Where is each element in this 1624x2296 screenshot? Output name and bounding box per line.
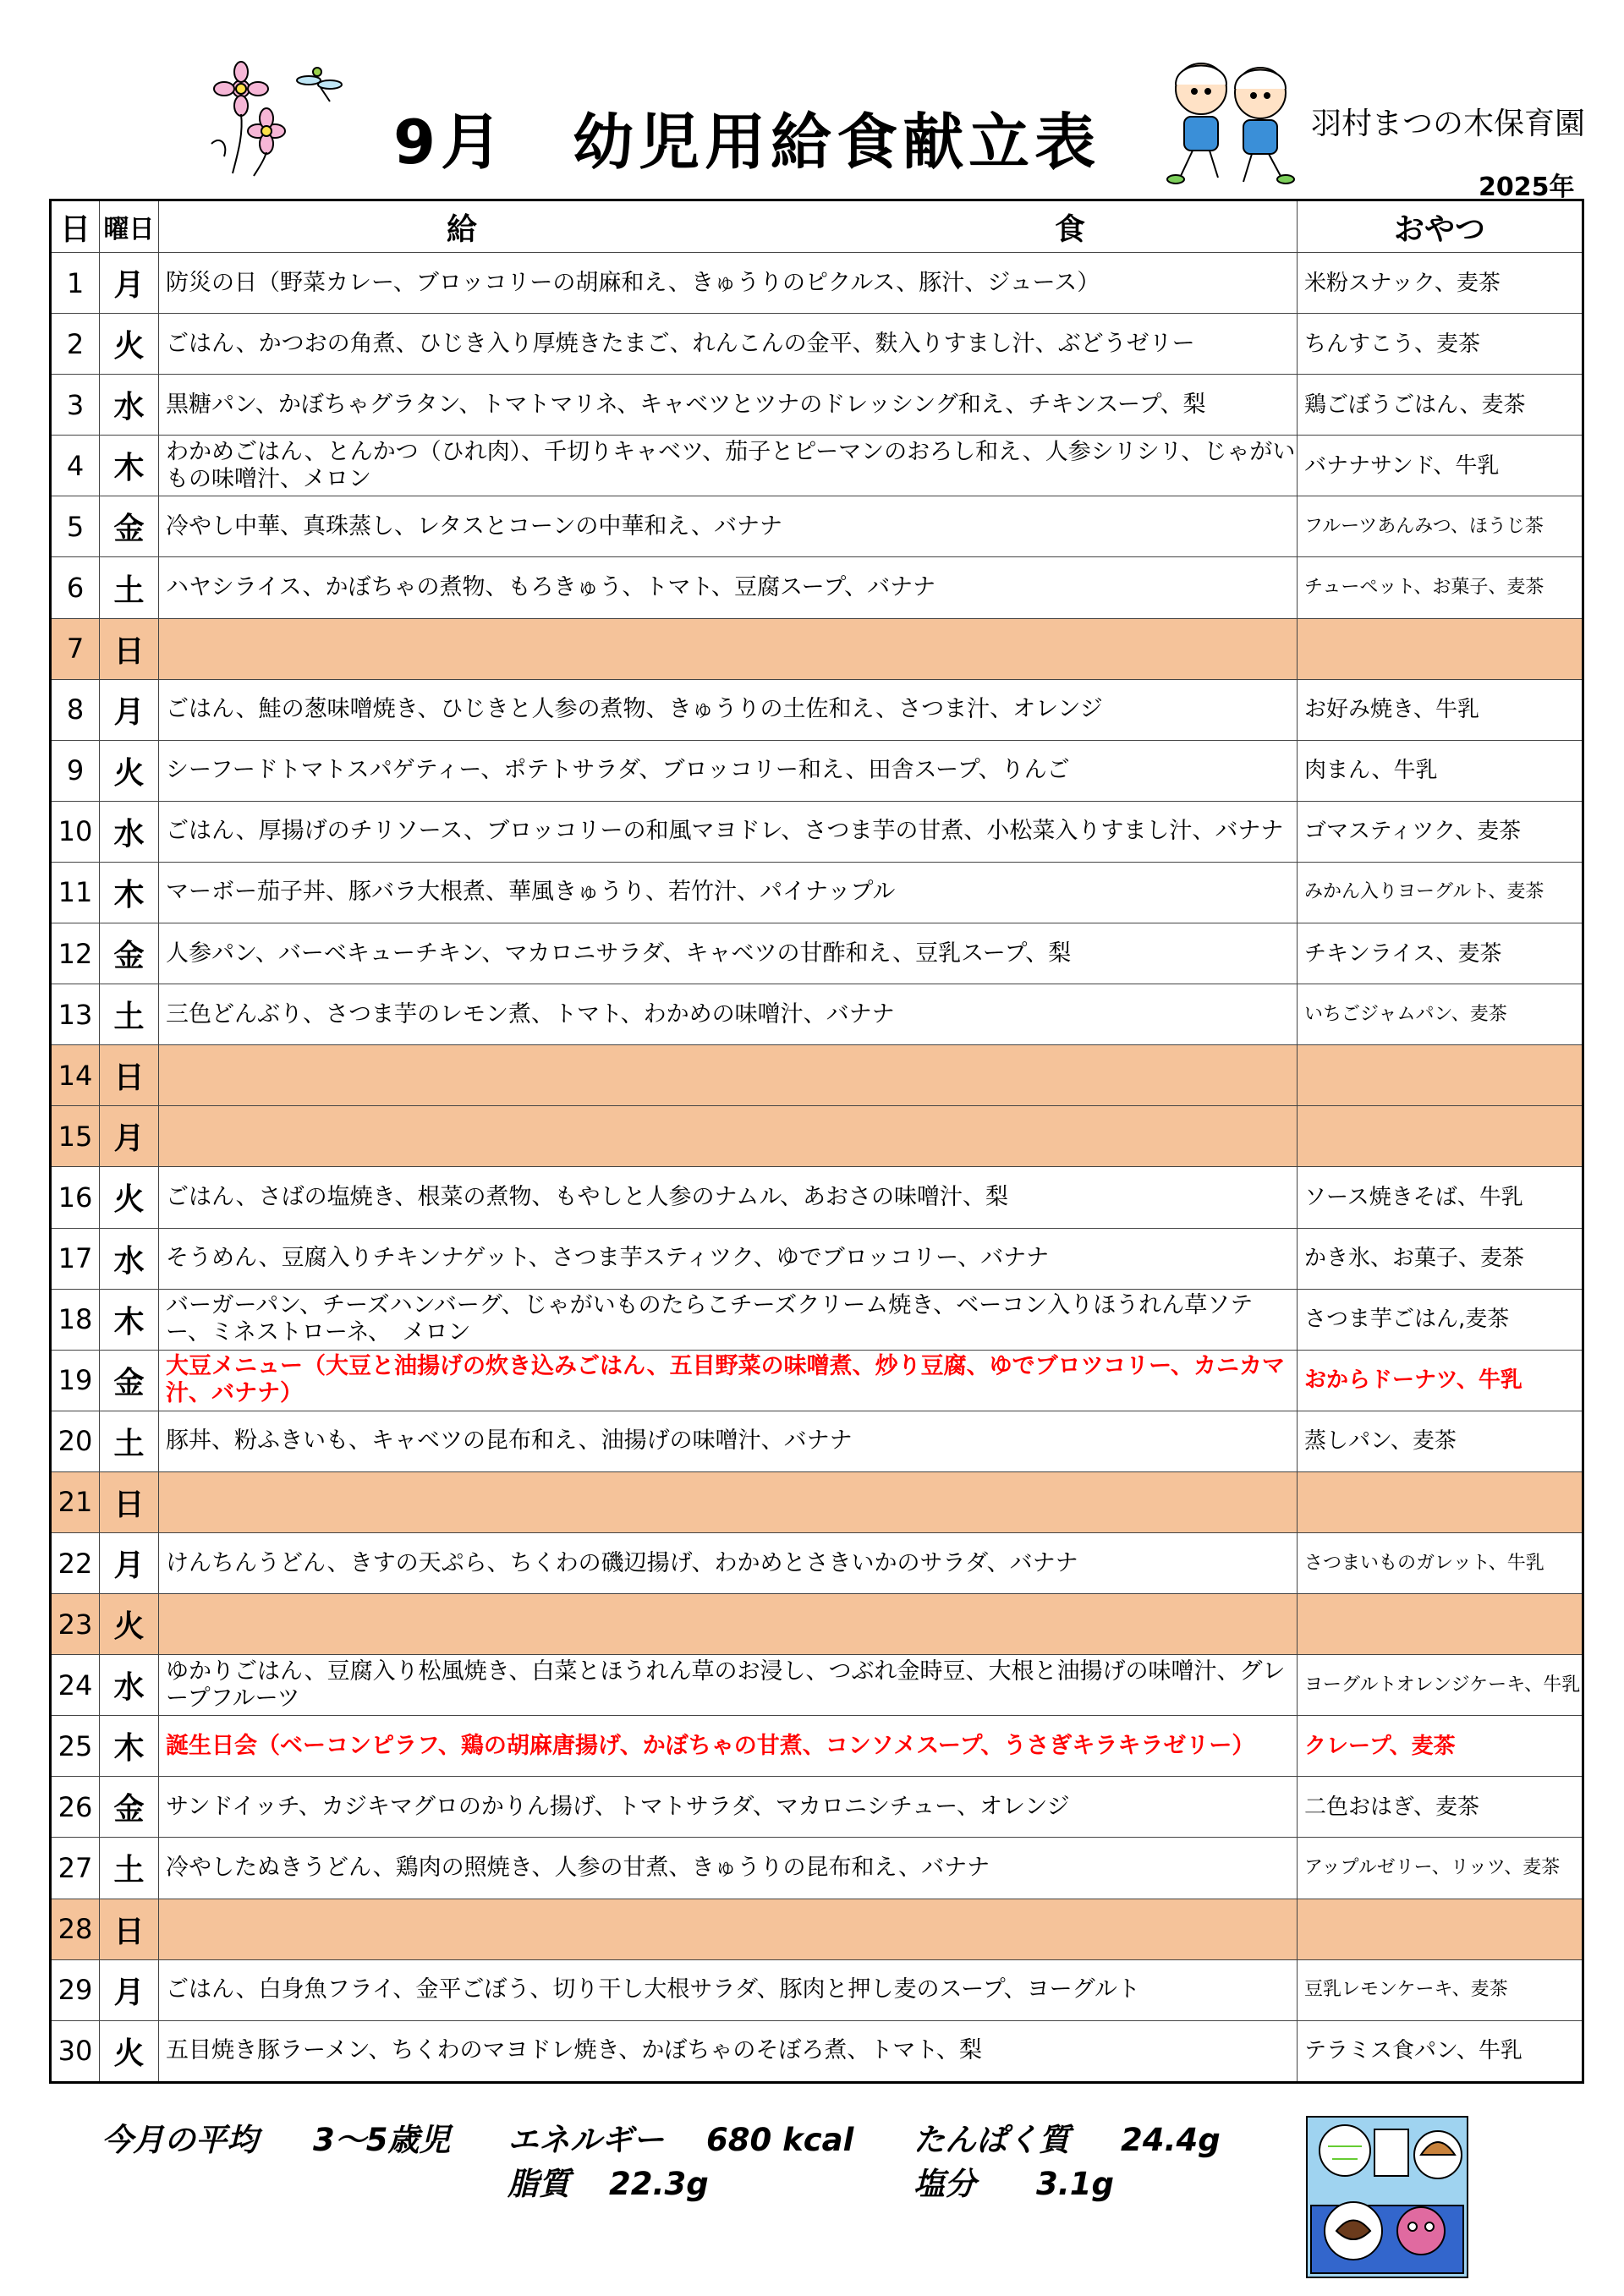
menu-row — [51, 1777, 1583, 1838]
snack-cell: いちごジャムパン、麦茶 — [1298, 984, 1583, 1045]
snack-cell — [1298, 1471, 1583, 1532]
meal-cell: 三色どんぶり、さつま芋のレモン煮、トマト、わかめの味噌汁、バナナ — [159, 984, 1298, 1045]
day-cell: 28 — [51, 1899, 100, 1959]
meal-cell: 誕生日会（ベーコンピラフ、鶏の胡麻唐揚げ、かぼちゃの甘煮、コンソメスープ、うさぎキラキラゼリー） — [159, 1716, 1298, 1777]
weekday-cell: 木 — [100, 1716, 159, 1777]
day-cell: 15 — [51, 1106, 100, 1167]
weekday-cell: 金 — [100, 923, 159, 984]
weekday-cell: 木 — [100, 436, 159, 496]
meal-cell: ごはん、さばの塩焼き、根菜の煮物、もやしと人参のナムル、あおさの味噌汁、梨 — [159, 1167, 1298, 1228]
snack-cell: 鶏ごぼうごはん、麦茶 — [1298, 375, 1583, 436]
menu-row — [51, 984, 1583, 1045]
menu-row — [51, 1532, 1583, 1593]
day-cell: 5 — [51, 496, 100, 557]
menu-row — [51, 436, 1583, 496]
weekday-cell: 火 — [100, 1167, 159, 1228]
weekday-cell: 水 — [100, 1655, 159, 1716]
salt-label: 塩分 — [914, 2166, 976, 2202]
snack-cell: 蒸しパン、麦茶 — [1298, 1411, 1583, 1471]
menu-row — [51, 1167, 1583, 1228]
menu-row — [51, 314, 1583, 375]
day-cell: 3 — [51, 375, 100, 436]
weekday-cell: 月 — [100, 679, 159, 740]
weekday-cell: 土 — [100, 984, 159, 1045]
flower-dragonfly-illustration — [195, 51, 347, 178]
meal-cell: 豚丼、粉ふきいも、キャベツの昆布和え、油揚げの味噌汁、バナナ — [159, 1411, 1298, 1471]
snack-cell: フルーツあんみつ、ほうじ茶 — [1298, 496, 1583, 557]
day-cell: 12 — [51, 923, 100, 984]
weekday-cell: 火 — [100, 314, 159, 375]
day-cell: 11 — [51, 862, 100, 923]
weekday-cell: 日 — [100, 1899, 159, 1959]
day-cell: 26 — [51, 1777, 100, 1838]
meal-cell — [159, 1899, 1298, 1959]
day-cell: 21 — [51, 1471, 100, 1532]
meal-cell: 冷やしたぬきうどん、鶏肉の照焼き、人参の甘煮、きゅうりの昆布和え、バナナ — [159, 1838, 1298, 1899]
menu-row — [51, 1838, 1583, 1899]
weekday-cell: 水 — [100, 801, 159, 862]
snack-cell: ゴマスティツク、麦茶 — [1298, 801, 1583, 862]
day-cell: 6 — [51, 557, 100, 618]
day-cell: 30 — [51, 2020, 100, 2082]
meal-cell: 防災の日（野菜カレー、ブロッコリーの胡麻和え、きゅうりのピクルス、豚汁、ジュース） — [159, 253, 1298, 314]
snack-cell — [1298, 1899, 1583, 1959]
day-cell: 2 — [51, 314, 100, 375]
snack-cell: お好み焼き、牛乳 — [1298, 679, 1583, 740]
day-cell: 7 — [51, 618, 100, 679]
weekday-cell: 月 — [100, 1106, 159, 1167]
meal-cell: バーガーパン、チーズハンバーグ、じゃがいものたらこチーズクリーム焼き、ベーコン入りほうれん草ソテー、ミネストローネ、 メロン — [159, 1289, 1298, 1350]
menu-row — [51, 375, 1583, 436]
day-cell: 27 — [51, 1838, 100, 1899]
snack-cell: チューペット、お菓子、麦茶 — [1298, 557, 1583, 618]
fat-label: 脂質 — [508, 2166, 570, 2202]
meal-cell: ごはん、白身魚フライ、金平ごぼう、切り干し大根サラダ、豚肉と押し麦のスープ、ヨーグルト — [159, 1959, 1298, 2020]
meal-cell — [159, 1106, 1298, 1167]
meal-cell — [159, 618, 1298, 679]
meal-cell: 五目焼き豚ラーメン、ちくわのマヨドレ焼き、かぼちゃのそぼろ煮、トマト、梨 — [159, 2020, 1298, 2082]
weekday-cell: 月 — [100, 1959, 159, 2020]
day-cell: 22 — [51, 1532, 100, 1593]
snack-cell: さつまいものガレット、牛乳 — [1298, 1532, 1583, 1593]
year-label: 2025年 — [1479, 173, 1575, 202]
day-cell: 16 — [51, 1167, 100, 1228]
protein-value: 24.4g — [1121, 2122, 1221, 2158]
meal-cell — [159, 1471, 1298, 1532]
day-cell: 9 — [51, 740, 100, 801]
snack-cell: チキンライス、麦茶 — [1298, 923, 1583, 984]
snack-cell: 米粉スナック、麦茶 — [1298, 253, 1583, 314]
page-title: 9月 幼児用給食献立表 — [393, 107, 1101, 178]
meal-cell: ごはん、かつおの角煮、ひじき入り厚焼きたまご、れんこんの金平、麩入りすまし汁、ぶどうゼリー — [159, 314, 1298, 375]
meal-cell — [159, 1045, 1298, 1106]
snack-cell: クレープ、麦茶 — [1298, 1716, 1583, 1777]
meal-cell: ゆかりごはん、豆腐入り松風焼き、白菜とほうれん草のお浸し、つぶれ金時豆、大根と油揚げの味噌汁、グレープフルーツ — [159, 1655, 1298, 1716]
meal-cell: ごはん、厚揚げのチリソース、ブロッコリーの和風マヨドレ、さつま芋の甘煮、小松菜入りすまし汁、バナナ — [159, 801, 1298, 862]
menu-row — [51, 2020, 1583, 2082]
header-meal-2: 食 — [1054, 211, 1085, 247]
school-name: 羽村まつの木保育園 — [1311, 107, 1586, 141]
day-cell: 25 — [51, 1716, 100, 1777]
day-cell: 14 — [51, 1045, 100, 1106]
meal-cell: マーボー茄子丼、豚バラ大根煮、華風きゅうり、若竹汁、パイナップル — [159, 862, 1298, 923]
snack-cell — [1298, 1106, 1583, 1167]
menu-row — [51, 1289, 1583, 1350]
weekday-cell: 月 — [100, 253, 159, 314]
menu-row — [51, 1594, 1583, 1655]
snack-cell: ちんすこう、麦茶 — [1298, 314, 1583, 375]
menu-body — [51, 253, 1583, 2083]
header-day: 日 — [51, 200, 100, 253]
header-meal — [159, 200, 1298, 253]
menu-row — [51, 1045, 1583, 1106]
header-weekday: 曜日 — [100, 200, 159, 253]
meal-cell: わかめごはん、とんかつ（ひれ肉）、千切りキャベツ、茄子とピーマンのおろし和え、人参シリシリ、じゃがいもの味噌汁、メロン — [159, 436, 1298, 496]
day-cell: 17 — [51, 1228, 100, 1289]
menu-row — [51, 1350, 1583, 1411]
lunch-tray-illustration — [1303, 2112, 1472, 2282]
menu-table — [49, 199, 1584, 2084]
menu-row — [51, 1716, 1583, 1777]
weekday-cell: 月 — [100, 1532, 159, 1593]
day-cell: 13 — [51, 984, 100, 1045]
day-cell: 10 — [51, 801, 100, 862]
meal-cell: ハヤシライス、かぼちゃの煮物、もろきゅう、トマト、豆腐スープ、バナナ — [159, 557, 1298, 618]
table-header-row — [51, 200, 1583, 253]
menu-row — [51, 1471, 1583, 1532]
menu-row — [51, 253, 1583, 314]
meal-cell: けんちんうどん、きすの天ぷら、ちくわの磯辺揚げ、わかめとさきいかのサラダ、バナナ — [159, 1532, 1298, 1593]
snack-cell — [1298, 618, 1583, 679]
snack-cell: ソース焼きそば、牛乳 — [1298, 1167, 1583, 1228]
meal-cell: そうめん、豆腐入りチキンナゲット、さつま芋スティツク、ゆでブロッコリー、バナナ — [159, 1228, 1298, 1289]
meal-cell: サンドイッチ、カジキマグロのかりん揚げ、トマトサラダ、マカロニシチュー、オレンジ — [159, 1777, 1298, 1838]
weekday-cell: 木 — [100, 1289, 159, 1350]
weekday-cell: 水 — [100, 1228, 159, 1289]
menu-row — [51, 1411, 1583, 1471]
menu-row — [51, 557, 1583, 618]
day-cell: 20 — [51, 1411, 100, 1471]
salt-value: 3.1g — [1036, 2166, 1115, 2202]
snack-cell — [1298, 1594, 1583, 1655]
snack-cell — [1298, 1045, 1583, 1106]
weekday-cell: 日 — [100, 1471, 159, 1532]
menu-row — [51, 740, 1583, 801]
meal-cell: ごはん、鮭の葱味噌焼き、ひじきと人参の煮物、きゅうりの土佐和え、さつま汁、オレンジ — [159, 679, 1298, 740]
menu-row — [51, 1106, 1583, 1167]
weekday-cell: 金 — [100, 496, 159, 557]
day-cell: 4 — [51, 436, 100, 496]
weekday-cell: 木 — [100, 862, 159, 923]
snack-cell: みかん入りヨーグルト、麦茶 — [1298, 862, 1583, 923]
snack-cell: かき氷、お菓子、麦茶 — [1298, 1228, 1583, 1289]
menu-row — [51, 801, 1583, 862]
snack-cell: おからドーナツ、牛乳 — [1298, 1350, 1583, 1411]
menu-row — [51, 496, 1583, 557]
menu-row — [51, 618, 1583, 679]
snack-cell: 肉まん、牛乳 — [1298, 740, 1583, 801]
energy-label: エネルギー — [508, 2122, 664, 2158]
weekday-cell: 火 — [100, 2020, 159, 2082]
weekday-cell: 金 — [100, 1350, 159, 1411]
day-cell: 19 — [51, 1350, 100, 1411]
fat-value: 22.3g — [609, 2166, 709, 2202]
snack-cell: 二色おはぎ、麦茶 — [1298, 1777, 1583, 1838]
snack-cell: ヨーグルトオレンジケーキ、牛乳 — [1298, 1655, 1583, 1716]
weekday-cell: 土 — [100, 1411, 159, 1471]
weekday-cell: 土 — [100, 1838, 159, 1899]
day-cell: 1 — [51, 253, 100, 314]
snack-cell: アップルゼリー、リッツ、麦茶 — [1298, 1838, 1583, 1899]
meal-cell: 冷やし中華、真珠蒸し、レタスとコーンの中華和え、バナナ — [159, 496, 1298, 557]
day-cell: 8 — [51, 679, 100, 740]
weekday-cell: 水 — [100, 375, 159, 436]
snack-cell: 豆乳レモンケーキ、麦茶 — [1298, 1959, 1583, 2020]
header-meal-1: 給 — [447, 211, 478, 247]
menu-row — [51, 1655, 1583, 1716]
energy-value: 680 kcal — [706, 2122, 854, 2158]
menu-row — [51, 862, 1583, 923]
weekday-cell: 土 — [100, 557, 159, 618]
meal-cell: シーフードトマトスパゲティー、ポテトサラダ、ブロッコリー和え、田舎スープ、りんご — [159, 740, 1298, 801]
meal-cell: 大豆メニュー（大豆と油揚げの炊き込みごはん、五目野菜の味噌煮、炒り豆腐、ゆでブロツコリー、カニカマ汁、バナナ） — [159, 1350, 1298, 1411]
menu-row — [51, 1959, 1583, 2020]
meal-cell: 人参パン、バーベキューチキン、マカロニサラダ、キャベツの甘酢和え、豆乳スープ、梨 — [159, 923, 1298, 984]
menu-row — [51, 923, 1583, 984]
weekday-cell: 火 — [100, 740, 159, 801]
weekday-cell: 金 — [100, 1777, 159, 1838]
snack-cell: テラミス食パン、牛乳 — [1298, 2020, 1583, 2082]
snack-cell: さつま芋ごはん,麦茶 — [1298, 1289, 1583, 1350]
menu-row — [51, 679, 1583, 740]
protein-label: たんぱく質 — [914, 2122, 1070, 2158]
header-snack: おやつ — [1298, 200, 1583, 253]
meal-cell: 黒糖パン、かぼちゃグラタン、トマトマリネ、キャベツとツナのドレッシング和え、チキンスープ、梨 — [159, 375, 1298, 436]
children-illustration — [1155, 51, 1307, 190]
day-cell: 23 — [51, 1594, 100, 1655]
average-label: 今月の平均 — [102, 2122, 258, 2158]
menu-row — [51, 1228, 1583, 1289]
day-cell: 18 — [51, 1289, 100, 1350]
day-cell: 29 — [51, 1959, 100, 2020]
weekday-cell: 日 — [100, 618, 159, 679]
age-label: 3～5歳児 — [313, 2122, 451, 2158]
weekday-cell: 火 — [100, 1594, 159, 1655]
meal-cell — [159, 1594, 1298, 1655]
snack-cell: バナナサンド、牛乳 — [1298, 436, 1583, 496]
day-cell: 24 — [51, 1655, 100, 1716]
weekday-cell: 日 — [100, 1045, 159, 1106]
menu-row — [51, 1899, 1583, 1959]
